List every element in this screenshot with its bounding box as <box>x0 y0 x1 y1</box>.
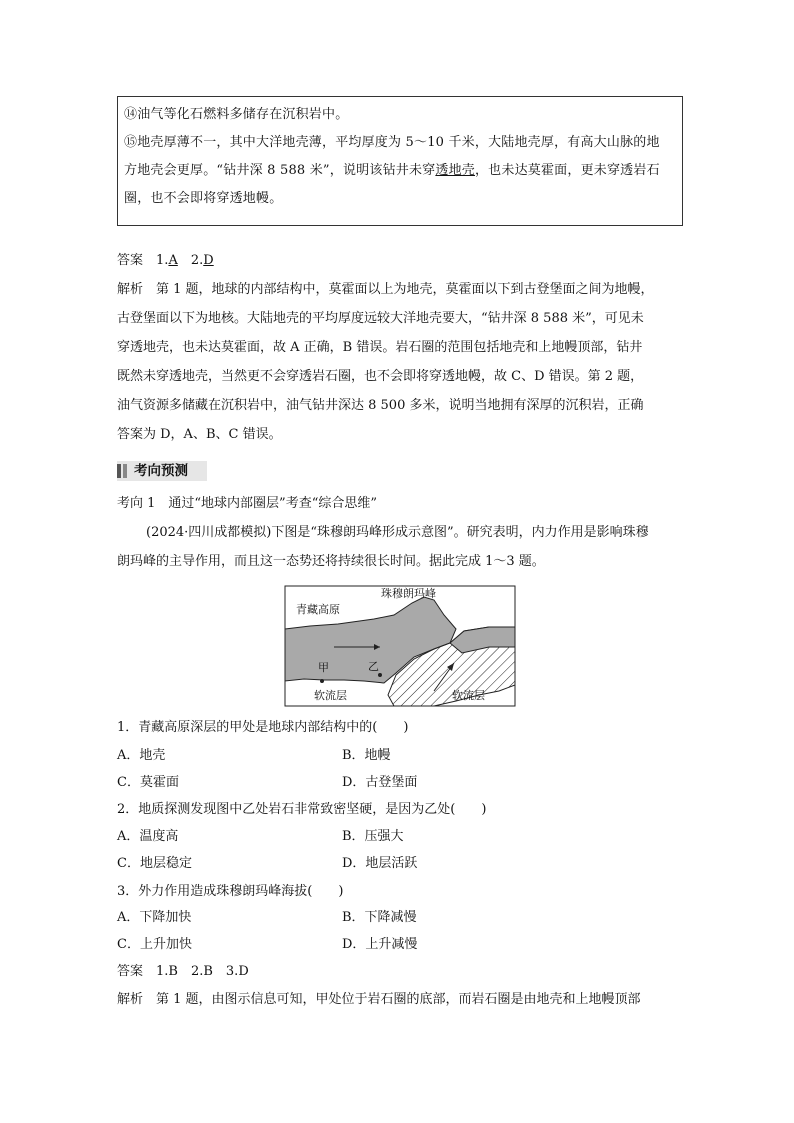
label-plateau: 青藏高原 <box>296 603 340 616</box>
heading-bar-icon <box>123 464 127 478</box>
question-2-stem: 2．地质探测发现图中乙处岩石非常致密坚硬，是因为乙处( ) <box>117 802 487 817</box>
answer-2-value: D <box>203 253 214 268</box>
label-peak: 珠穆朗玛峰 <box>381 587 436 600</box>
heading-bar-icon <box>117 464 121 478</box>
section-heading <box>117 461 207 481</box>
section-title: 考向预测 <box>134 463 188 479</box>
question-2-option-a[interactable]: A．温度高 <box>117 829 179 844</box>
analysis-line: 既然未穿透地壳，当然更不会穿透岩石圈，也不会即将穿透地幔，故 C、D 错误。第 2 题， <box>117 369 644 384</box>
box-paragraph-2-line-2b: ，也未达莫霍面，更未穿透岩石 <box>474 163 660 178</box>
point-yi-marker <box>378 673 382 677</box>
question-1-option-b[interactable]: B．地幔 <box>342 748 391 763</box>
intro-line-2: 朗玛峰的主导作用，而且这一态势还将持续很长时间。据此完成 1～3 题。 <box>117 554 545 569</box>
question-2-option-d[interactable]: D．地层活跃 <box>342 856 418 871</box>
underlined-term: 透地壳 <box>435 163 475 178</box>
question-3-option-a[interactable]: A．下降加快 <box>117 910 192 925</box>
analysis-line: 答案为 D，A、B、C 错误。 <box>117 427 282 442</box>
answer-1-value: A <box>168 253 178 268</box>
question-3-option-d[interactable]: D．上升减慢 <box>342 937 418 952</box>
answer-1-num: 1. <box>156 253 169 268</box>
everest-formation-diagram <box>284 585 516 707</box>
label-yi: 乙 <box>368 660 379 673</box>
question-1-option-c[interactable]: C．莫霍面 <box>117 775 179 790</box>
answer-line-2: 答案 1.B 2.B 3.D <box>117 964 249 979</box>
box-paragraph-2 <box>124 129 676 213</box>
question-1-option-a[interactable]: A．地壳 <box>117 748 166 763</box>
question-2-option-c[interactable]: C．地层稳定 <box>117 856 192 871</box>
analysis-line: 油气资源多储藏在沉积岩中，油气钻井深达 8 500 多米，说明当地拥有深厚的沉积岩，正确 <box>117 398 644 413</box>
box-paragraph-2-line-3: 圈，也不会即将穿透地幔。 <box>124 191 283 206</box>
question-2-option-b[interactable]: B．压强大 <box>342 829 404 844</box>
answer-line-1 <box>117 251 214 271</box>
question-3-option-c[interactable]: C．上升加快 <box>117 937 192 952</box>
intro-line-1: (2024·四川成都模拟)下图是“珠穆朗玛峰形成示意图”。研究表明，内力作用是影响珠穆 <box>146 525 649 540</box>
label-asthenosphere-left: 软流层 <box>314 689 347 702</box>
box-paragraph-2-line-1: ⑮地壳厚薄不一，其中大洋地壳薄，平均厚度为 5～10 千米，大陆地壳厚，有高大山脉的地 <box>124 135 660 150</box>
question-1-stem: 1．青藏高原深层的甲处是地球内部结构中的( ) <box>117 720 409 735</box>
box-paragraph-2-line-2a: 方地壳会更厚。“钻井深 8 588 米”，说明该钻井未穿 <box>124 163 436 178</box>
answer-2-num: 2. <box>190 253 204 268</box>
answer-label: 答案 <box>117 253 144 268</box>
box-paragraph-1: ⑭油气等化石燃料多储存在沉积岩中。 <box>124 107 349 122</box>
analysis-line: 穿透地壳，也未达莫霍面，故 A 正确，B 错误。岩石圈的范围包括地壳和上地幔顶部，钻井 <box>117 340 643 355</box>
direction-line: 考向 1 通过“地球内部圈层”考查“综合思维” <box>117 496 377 511</box>
question-3-option-b[interactable]: B．下降减慢 <box>342 910 417 925</box>
explanation-box <box>117 96 683 226</box>
point-jia-marker <box>320 679 324 683</box>
label-asthenosphere-right: 软流层 <box>452 689 485 702</box>
label-jia: 甲 <box>318 661 329 674</box>
question-3-stem: 3．外力作用造成珠穆朗玛峰海拔( ) <box>117 884 344 899</box>
analysis-line: 解析 第 1 题，地球的内部结构中，莫霍面以上为地壳，莫霍面以下到古登堡面之间为地幔， <box>117 282 654 297</box>
analysis-line-2: 解析 第 1 题，由图示信息可知，甲处位于岩石圈的底部，而岩石圈是由地壳和上地幔顶部 <box>117 992 641 1007</box>
analysis-line: 古登堡面以下为地核。大陆地壳的平均厚度远较大洋地壳要大，“钻井深 8 588 米”，可见未 <box>117 311 644 326</box>
question-1-option-d[interactable]: D．古登堡面 <box>342 775 418 790</box>
